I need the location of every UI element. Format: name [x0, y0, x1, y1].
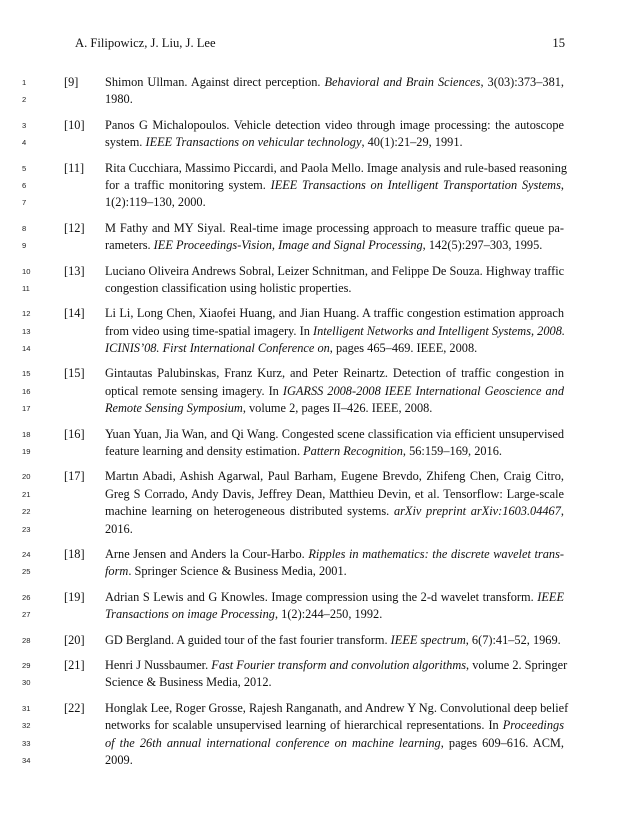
reference-text-run: Henri J Nussbaumer. [105, 657, 212, 672]
reference-text-run: Martın Abadi, Ashish Agarwal, Paul Barham, Eugene Brevdo, Zhifeng Chen, Craig Citro, [105, 469, 564, 484]
line-number: 32 [22, 721, 31, 731]
reference-venue: IGARSS 2008-2008 IEEE International Geoscience and [282, 383, 564, 398]
reference-item [0, 220, 638, 255]
reference-label: [19] [64, 589, 85, 604]
reference-line [0, 280, 564, 297]
reference-venue: of the 26th annual international conference on machine learning [105, 735, 441, 750]
reference-venue: IEE Proceedings-Vision, Image and Signal Processing [153, 238, 423, 253]
reference-item [0, 468, 638, 538]
reference-item [0, 305, 638, 357]
reference-text-run: M Fathy and MY Siyal. Real-time image processing approach to measure traffic queue pa- [105, 220, 564, 235]
reference-line [0, 134, 564, 151]
line-number: 28 [22, 635, 31, 645]
line-number: 23 [22, 524, 31, 534]
reference-line [0, 546, 564, 563]
reference-line [0, 237, 564, 254]
line-number: 22 [22, 507, 31, 517]
reference-text-run: feature learning and density estimation. [105, 444, 304, 459]
reference-venue: IEEE [537, 589, 564, 604]
reference-text [105, 383, 564, 400]
reference-venue: Ripples in mathematics: the discrete wavelet trans- [308, 546, 564, 561]
reference-line [0, 468, 564, 485]
reference-venue: ICINIS’08. First International Conference on [105, 341, 330, 356]
reference-text-run: Li Li, Long Chen, Xiaofei Huang, and Jian Huang. A traffic congestion estimation approach [105, 306, 564, 321]
reference-text-run: , 3(03):373–381, [480, 75, 565, 89]
reference-label: [21] [64, 657, 85, 672]
reference-line [0, 323, 564, 340]
reference-list [0, 74, 638, 777]
line-number: 1 [22, 78, 27, 87]
line-number: 26 [22, 592, 31, 602]
line-number: 8 [22, 223, 27, 233]
reference-line [0, 752, 564, 769]
reference-text-run: machine learning on heterogeneous distributed systems. [105, 504, 394, 519]
reference-text [105, 194, 564, 211]
reference-venue: IEEE Transactions on Intelligent Transportation Systems [270, 177, 561, 192]
reference-text-run: , pages 609–616. ACM, [440, 735, 564, 750]
reference-text-run: Adrian S Lewis and G Knowles. Image compression using the 2-d wavelet transform. [105, 589, 538, 604]
reference-line [0, 735, 564, 752]
line-number: 7 [22, 198, 27, 208]
reference-line [0, 632, 564, 649]
reference-text-run: , volume 2, pages II–426. IEEE, 2008. [242, 401, 433, 416]
reference-line [0, 383, 564, 400]
reference-venue: Remote Sensing Symposium [105, 401, 243, 416]
reference-text-run: Panos G Michalopoulos. Vehicle detection video through image processing: the autoscope [105, 117, 564, 132]
reference-text [105, 468, 564, 485]
reference-item [0, 117, 638, 152]
reference-text [105, 632, 564, 649]
reference-line [0, 160, 568, 177]
reference-line [0, 117, 564, 134]
line-number: 12 [22, 309, 31, 319]
reference-line [0, 220, 564, 237]
reference-text [105, 426, 564, 443]
reference-item [0, 263, 638, 298]
reference-text [105, 589, 564, 606]
reference-text-run: GD Bergland. A guided tour of the fast fourier transform. [105, 632, 391, 647]
reference-line [0, 74, 564, 91]
reference-text [105, 177, 564, 194]
reference-text [105, 237, 564, 254]
line-number: 5 [22, 163, 27, 173]
line-number: 31 [22, 703, 31, 713]
reference-text-run: , 142(5):297–303, 1995. [422, 238, 543, 253]
reference-text [105, 280, 564, 297]
line-number: 14 [22, 344, 31, 354]
reference-label: [15] [64, 366, 85, 381]
reference-item [0, 657, 638, 692]
line-number: 18 [22, 429, 31, 439]
reference-text-run: 1980. [105, 92, 133, 107]
reference-label: [22] [64, 700, 85, 715]
reference-label: [16] [64, 426, 85, 441]
reference-venue: Intelligent Networks and Intelligent Systems, 2008. [312, 323, 565, 338]
reference-line [0, 263, 564, 280]
reference-line [0, 305, 564, 322]
line-number: 29 [22, 660, 31, 670]
reference-item [0, 589, 638, 624]
reference-line [0, 340, 564, 357]
reference-line [0, 700, 569, 717]
line-number: 33 [22, 738, 31, 748]
reference-item [0, 365, 638, 417]
line-number: 6 [22, 180, 27, 190]
reference-line [0, 365, 564, 382]
line-number: 2 [22, 95, 27, 105]
running-header [75, 36, 565, 52]
reference-text [105, 400, 564, 417]
reference-text-run: 1(2):119–130, 2000. [105, 195, 206, 210]
reference-text-run: Greg S Corrado, Andy Davis, Jeffrey Dean, Matthieu Devin, et al. Tensorflow: Large-scale [105, 486, 564, 501]
reference-text-run: Luciano Oliveira Andrews Sobral, Leizer Schnitman, and Felippe De Souza. Highway traffic [105, 263, 565, 278]
line-number: 16 [22, 386, 31, 396]
reference-text [105, 657, 568, 674]
reference-line [0, 426, 564, 443]
line-number: 10 [22, 266, 31, 276]
reference-item [0, 546, 638, 581]
line-number: 17 [22, 404, 31, 414]
reference-text-run: Science & Business Media, 2012. [105, 675, 272, 690]
reference-venue: Proceedings [502, 718, 564, 733]
reference-item [0, 426, 638, 461]
reference-text-run: congestion classification using holistic properties. [105, 280, 352, 295]
reference-text [105, 74, 564, 91]
reference-line [0, 657, 568, 674]
reference-label: [20] [64, 632, 85, 647]
reference-text [105, 91, 564, 108]
line-number: 27 [22, 610, 31, 620]
reference-text-run: for a traffic monitoring system. [105, 177, 271, 192]
reference-text-run: , [560, 177, 564, 192]
line-number: 30 [22, 678, 31, 688]
reference-venue: Pattern Recognition [303, 444, 403, 459]
reference-text-run: , pages 465–469. IEEE, 2008. [329, 341, 478, 356]
reference-text [105, 340, 564, 357]
reference-venue: Transactions on image Processing [105, 607, 275, 622]
line-number: 25 [22, 567, 31, 577]
reference-text [105, 443, 564, 460]
reference-line [0, 521, 564, 538]
reference-text [105, 752, 564, 769]
line-number: 15 [22, 369, 31, 379]
reference-line [0, 606, 564, 623]
line-number: 19 [22, 447, 31, 457]
reference-item [0, 160, 638, 212]
reference-text [105, 134, 564, 151]
reference-line [0, 443, 564, 460]
reference-label: [14] [64, 306, 85, 321]
line-number: 4 [22, 138, 27, 148]
reference-text [105, 717, 564, 734]
reference-line [0, 563, 564, 580]
reference-line [0, 400, 564, 417]
reference-text-run: . Springer Science & Business Media, 2001. [128, 564, 347, 579]
reference-text [105, 503, 564, 520]
reference-venue: form [105, 564, 129, 579]
line-number: 13 [22, 326, 31, 336]
reference-text-run: Shimon Ullman. Against direct perception. [105, 75, 325, 89]
line-number: 3 [22, 120, 27, 130]
line-number: 21 [22, 489, 31, 499]
page-number: 15 [552, 36, 565, 50]
reference-text [105, 486, 564, 503]
line-number: 20 [22, 472, 31, 482]
reference-text-run: , 6(7):41–52, 1969. [465, 632, 561, 647]
reference-text [105, 674, 564, 691]
reference-line [0, 91, 564, 108]
reference-label: [17] [64, 469, 85, 484]
reference-text [105, 323, 564, 340]
reference-line [0, 717, 564, 734]
reference-text-run: rameters. [105, 238, 154, 253]
reference-line [0, 589, 564, 606]
reference-label: [9] [64, 75, 79, 89]
line-number: 24 [22, 549, 31, 559]
reference-text [105, 305, 564, 322]
reference-venue: IEEE spectrum [390, 632, 466, 647]
reference-text-run: optical remote sensing imagery. In [105, 383, 283, 398]
reference-label: [13] [64, 263, 85, 278]
reference-text-run: Arne Jensen and Anders la Cour-Harbo. [105, 546, 309, 561]
reference-text [105, 220, 564, 237]
reference-text [105, 263, 564, 280]
reference-text-run: , 56:159–169, 2016. [402, 444, 502, 459]
reference-text-run: networks for scalable unsupervised learning of hierarchical representations. In [105, 718, 503, 733]
reference-venue: Fast Fourier transform and convolution algorithms [211, 657, 467, 672]
reference-item [0, 632, 638, 649]
line-number: 11 [22, 283, 30, 293]
reference-text [105, 735, 564, 752]
reference-text [105, 117, 564, 134]
line-number: 9 [22, 241, 27, 251]
reference-text [105, 563, 564, 580]
reference-line [0, 503, 564, 520]
reference-text [105, 521, 564, 538]
reference-text [105, 546, 564, 563]
reference-item [0, 700, 638, 770]
reference-text-run: Rita Cucchiara, Massimo Piccardi, and Paola Mello. Image analysis and rule-based reasoning [105, 160, 568, 175]
reference-text [105, 160, 568, 177]
reference-text [105, 606, 564, 623]
reference-text [105, 700, 569, 717]
reference-label: [10] [64, 117, 85, 132]
reference-text-run: , [560, 504, 564, 519]
reference-label: [11] [64, 160, 85, 175]
reference-line [0, 674, 564, 691]
reference-text-run: Honglak Lee, Roger Grosse, Rajesh Ranganath, and Andrew Y Ng. Convolutional deep belief [105, 700, 569, 715]
reference-line [0, 177, 564, 194]
reference-text-run: from video using time-spatial imagery. In [105, 323, 313, 338]
reference-text [105, 365, 564, 382]
reference-text-run: system. [105, 135, 146, 150]
reference-text-run: , 1(2):244–250, 1992. [274, 607, 383, 622]
reference-label: [12] [64, 220, 85, 235]
header-authors: A. Filipowicz, J. Liu, J. Lee [75, 36, 216, 50]
reference-text-run: Yuan Yuan, Jia Wan, and Qi Wang. Congested scene classification via efficient unsupervised [105, 426, 564, 441]
reference-venue: Behavioral and Brain Sciences [324, 75, 481, 89]
reference-text-run: , volume 2. Springer [466, 657, 568, 672]
reference-item [0, 74, 638, 109]
reference-text-run: Gintautas Palubinskas, Franz Kurz, and Peter Reinartz. Detection of traffic congestion in [105, 366, 564, 381]
reference-label: [18] [64, 546, 85, 561]
reference-line [0, 486, 564, 503]
reference-line [0, 194, 564, 211]
reference-text-run: 2016. [105, 521, 133, 536]
reference-venue: arXiv preprint arXiv:1603.04467 [393, 504, 561, 519]
reference-venue: IEEE Transactions on vehicular technology [145, 135, 362, 150]
line-number: 34 [22, 755, 31, 765]
reference-text-run: , 40(1):21–29, 1991. [361, 135, 463, 150]
reference-text-run: 2009. [105, 752, 133, 767]
